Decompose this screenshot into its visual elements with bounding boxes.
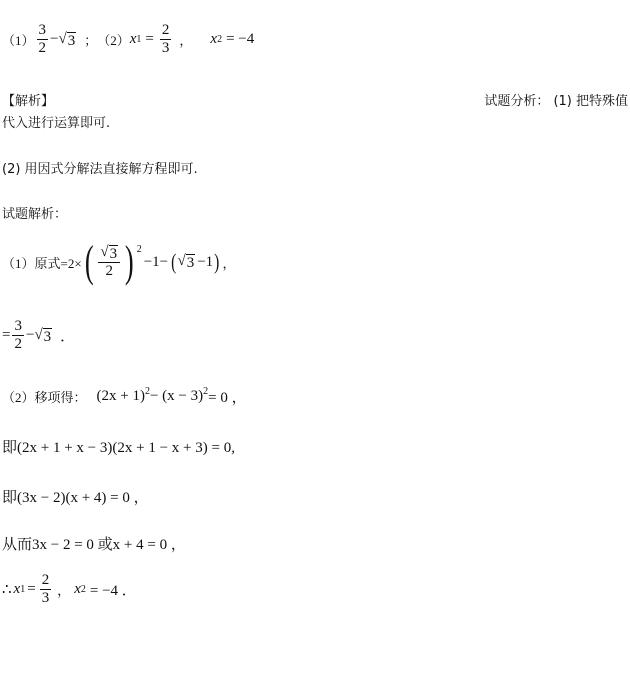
var-x2: x (74, 581, 81, 597)
analysis-right-text: 试题分析： (1) 把特殊值 (484, 94, 628, 109)
radicand: 3 (43, 328, 52, 345)
x2-value: = −4 ． (89, 583, 137, 599)
x1-subscript: 1 (20, 584, 26, 595)
answer-line (2, 22, 254, 57)
radicand: 3 (67, 32, 76, 49)
x1-subscript: 1 (136, 34, 142, 45)
fraction-denominator: 3 (161, 40, 170, 56)
step1-line (2, 237, 236, 286)
right-paren: ) (214, 249, 220, 274)
step3-label: （2）移项得： (2, 390, 87, 405)
x2-subscript: 2 (80, 584, 86, 595)
separator: ； (84, 33, 98, 48)
radical-icon: √ (100, 244, 109, 260)
analysis-line2: 代入进行运算即可. (2, 116, 111, 131)
step4-line: 即(2x + 1 + x − 3)(2x + 1 − x + 3) = 0, (2, 440, 235, 456)
equals-sign: = (145, 31, 154, 47)
radical-icon: √ (58, 30, 67, 47)
step1-label: （1）原式=2× (2, 255, 82, 271)
step1-end: ， (222, 255, 236, 271)
analysis-line3: (2) 用因式分解法直接解方程即可. (2, 162, 198, 177)
comma: ， (57, 583, 71, 598)
radical-icon: √ (177, 253, 186, 269)
var-x1: x (129, 31, 137, 47)
step1-tail: −1 (197, 253, 214, 270)
x2-subscript: 2 (217, 34, 223, 45)
equals-sign: = (27, 581, 36, 597)
exponent: 2 (203, 386, 209, 397)
radical-icon: √ (34, 326, 43, 343)
step2-line (2, 318, 75, 353)
radicand: 3 (186, 255, 195, 271)
step3-end: = 0 ， (208, 390, 247, 406)
fraction-numerator (98, 244, 120, 262)
fraction-3-over-2 (37, 22, 49, 57)
part1-label: （1） (2, 33, 35, 48)
fraction-denominator: 2 (14, 336, 22, 352)
sqrt-3 (177, 253, 195, 271)
step1-mid: −1− (143, 253, 169, 270)
sqrt-3 (100, 244, 118, 262)
step6-line: 从而3x − 2 = 0 或x + 4 = 0 ， (2, 537, 186, 553)
fraction-denominator: 3 (41, 590, 50, 606)
fraction-2-over-3 (160, 22, 172, 57)
fraction-sqrt3-over-2 (98, 244, 120, 280)
var-x1: x (13, 581, 21, 597)
left-paren: ( (84, 237, 94, 286)
step3-term-a: (2x + 1) (96, 388, 145, 404)
exponent: 2 (136, 244, 142, 255)
step3-term-b: − (x − 3) (149, 388, 204, 404)
step5-line: 即(3x − 2)(x + 4) = 0 ， (2, 490, 149, 506)
step2-end: ． (60, 329, 76, 345)
comma: ， (179, 33, 193, 48)
fraction-numerator: 2 (41, 572, 50, 588)
right-paren: ) (124, 237, 134, 286)
solution-heading: 试题解析： (2, 207, 68, 222)
step7-line (2, 572, 137, 607)
exponent: 2 (144, 386, 150, 397)
fraction-denominator: 2 (105, 263, 113, 279)
sqrt-3 (34, 327, 52, 345)
radicand: 3 (109, 246, 118, 262)
left-paren: ( (171, 249, 177, 274)
equals-prefix: = (2, 327, 11, 343)
fraction-2-over-3 (40, 572, 52, 607)
sqrt-3 (58, 31, 76, 49)
fraction-numerator: 3 (38, 22, 47, 38)
part2-label: （2） (97, 33, 130, 48)
x2-value: = −4 (226, 31, 255, 47)
minus-sign: − (50, 31, 59, 47)
fraction-3-over-2 (12, 318, 24, 353)
fraction-numerator: 3 (14, 318, 22, 334)
fraction-numerator: 2 (161, 22, 170, 38)
step3-line (2, 386, 247, 407)
minus-sign: − (25, 327, 35, 343)
var-x2: x (210, 31, 218, 47)
therefore-symbol: ∴ (2, 582, 12, 598)
analysis-heading: 【解析】 (2, 94, 55, 109)
fraction-denominator: 2 (38, 40, 47, 56)
